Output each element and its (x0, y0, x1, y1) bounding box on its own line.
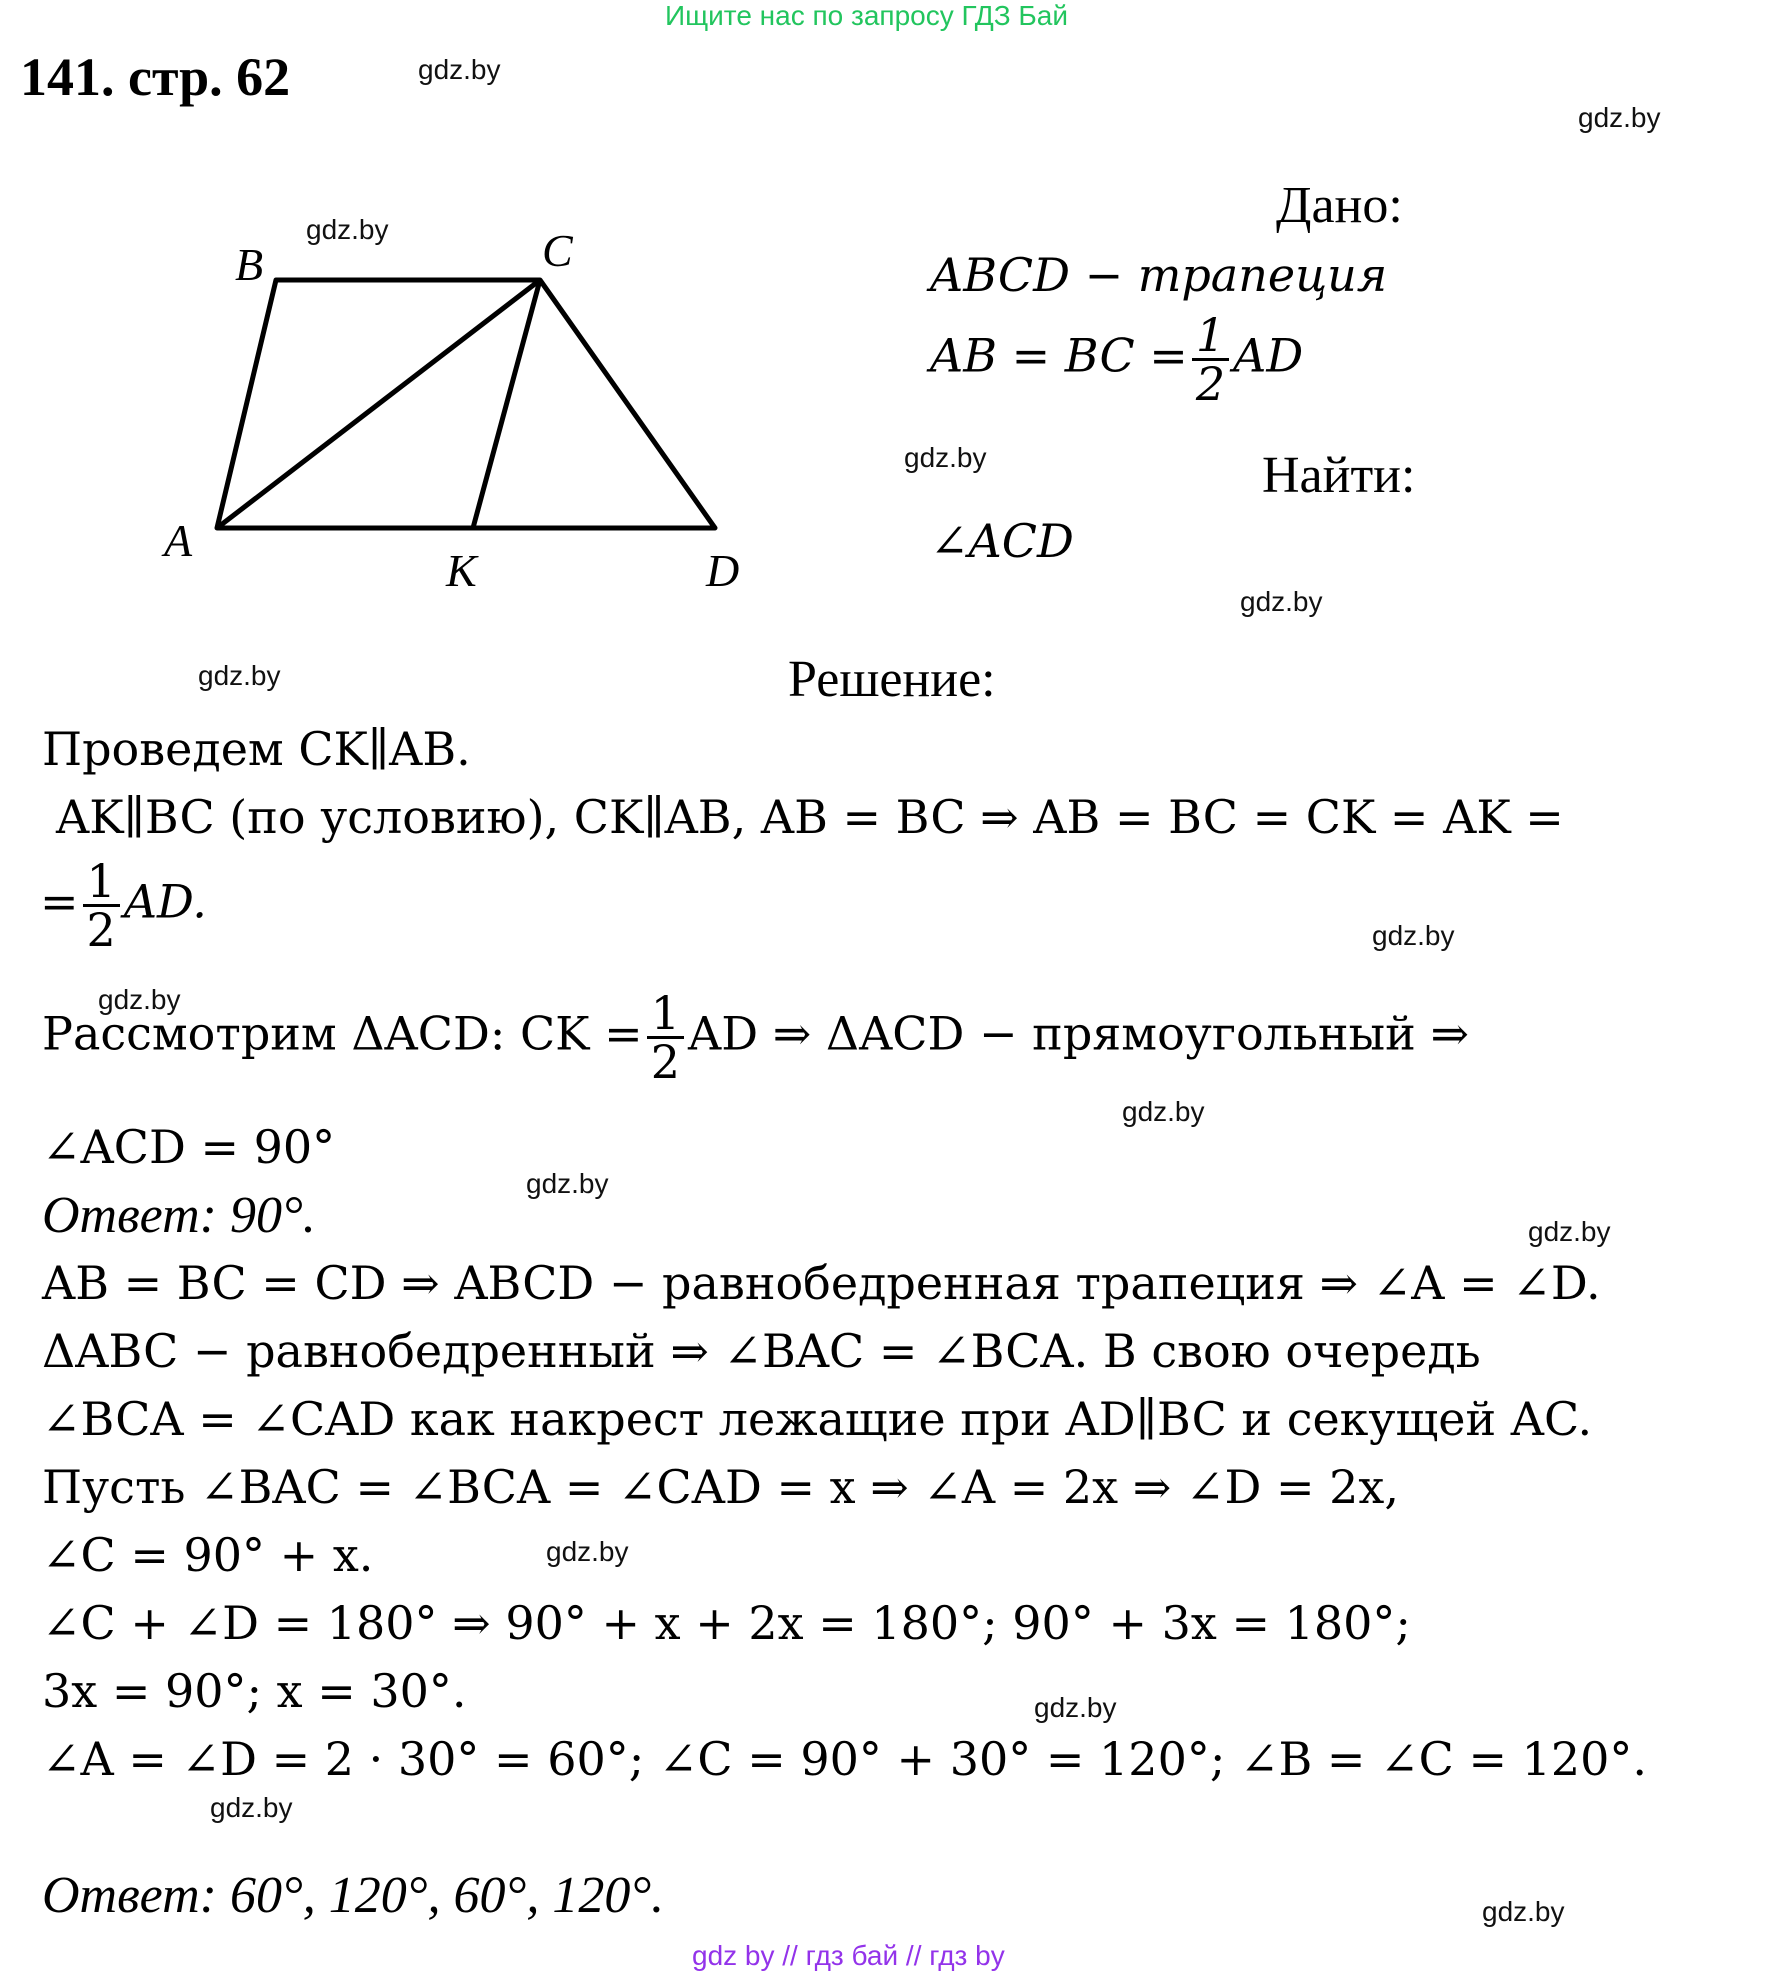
given-line-2 (930, 308, 1304, 411)
vertex-label-a: A (164, 515, 193, 566)
solution-line: AK∥BC (по условию), CK∥AB, AB = BC ⇒ AB = BC = CK = AK = (56, 790, 1564, 844)
find-value: ∠ACD (930, 514, 1074, 568)
footer-links[interactable]: gdz by // гдз бай // гдз by (692, 1940, 1005, 1971)
watermark: gdz.by (1578, 102, 1661, 133)
watermark: gdz.by (210, 1792, 293, 1823)
fraction-half: $\frac{1}{2}$ (1192, 312, 1229, 407)
watermark: gdz.by (1372, 920, 1455, 951)
given-line-1: ABCD − трапеция (930, 248, 1388, 302)
segment-ck (473, 280, 540, 528)
vertex-label-d: D (706, 545, 740, 596)
answer-1: Ответ: 90°. (42, 1187, 316, 1244)
answer-2: Ответ: 60°, 120°, 60°, 120°. (42, 1867, 665, 1924)
solution-line: ∠C = 90° + x. (42, 1528, 374, 1582)
watermark: gdz.by (1122, 1096, 1205, 1127)
solution-line: ∠A = ∠D = 2 · 30° = 60°; ∠C = 90° + 30° = 120°; ∠B = ∠C = 120°. (42, 1732, 1648, 1786)
fraction-half: $\frac{1}{2}$ (83, 858, 120, 953)
find-heading: Найти: (1262, 447, 1416, 504)
watermark: gdz.by (1482, 1896, 1565, 1927)
vertex-label-k: K (446, 545, 477, 596)
watermark: gdz.by (546, 1536, 629, 1567)
given-heading: Дано: (1276, 177, 1403, 234)
watermark: gdz.by (1528, 1216, 1611, 1247)
fraction-half: $\frac{1}{2}$ (647, 990, 684, 1085)
watermark: gdz.by (526, 1168, 609, 1199)
watermark: gdz.by (1034, 1692, 1117, 1723)
given-ad: AD (1233, 328, 1304, 383)
solution-line: 3x = 90°; x = 30°. (42, 1664, 467, 1718)
trapezoid-outline (217, 280, 715, 528)
solution-line-fraction: = $\frac{1}{2}$ AD. (40, 854, 207, 957)
solution-line: Проведем CK∥AB. (42, 722, 471, 776)
solution-line: ∠ACD = 90° (42, 1120, 336, 1174)
page-title: 141. стр. 62 (20, 47, 291, 107)
watermark: gdz.by (1240, 586, 1323, 617)
search-banner[interactable]: Ищите нас по запросу ГДЗ Бай (665, 0, 1069, 31)
vertex-label-b: B (235, 239, 264, 290)
watermark: gdz.by (904, 442, 987, 473)
solution-line: ΔABC − равнобедренный ⇒ ∠BAC = ∠BCA. В свою очередь (42, 1324, 1481, 1378)
watermark: gdz.by (418, 54, 501, 85)
watermark: gdz.by (198, 660, 281, 691)
given-equality: AB = BC = (930, 328, 1188, 383)
watermark: gdz.by (98, 984, 181, 1015)
solution-line: AB = BC = CD ⇒ ABCD − равнобедренная трапеция ⇒ ∠A = ∠D. (42, 1256, 1601, 1310)
solution-line: ∠C + ∠D = 180° ⇒ 90° + x + 2x = 180°; 90° + 3x = 180°; (42, 1596, 1411, 1650)
vertex-label-c: C (542, 225, 573, 276)
solution-line: Пусть ∠BAC = ∠BCA = ∠CAD = x ⇒ ∠A = 2x ⇒ ∠D = 2x, (42, 1460, 1399, 1514)
trapezoid-figure (140, 220, 780, 600)
solution-line: ∠BCA = ∠CAD как накрест лежащие при AD∥BC и секущей AC. (42, 1392, 1593, 1446)
watermark: gdz.by (306, 214, 389, 245)
solution-line-fraction: Рассмотрим ΔACD: CK = $\frac{1}{2}$ AD ⇒ ΔACD − прямоугольный ⇒ (42, 986, 1469, 1089)
solution-heading: Решение: (788, 651, 996, 708)
